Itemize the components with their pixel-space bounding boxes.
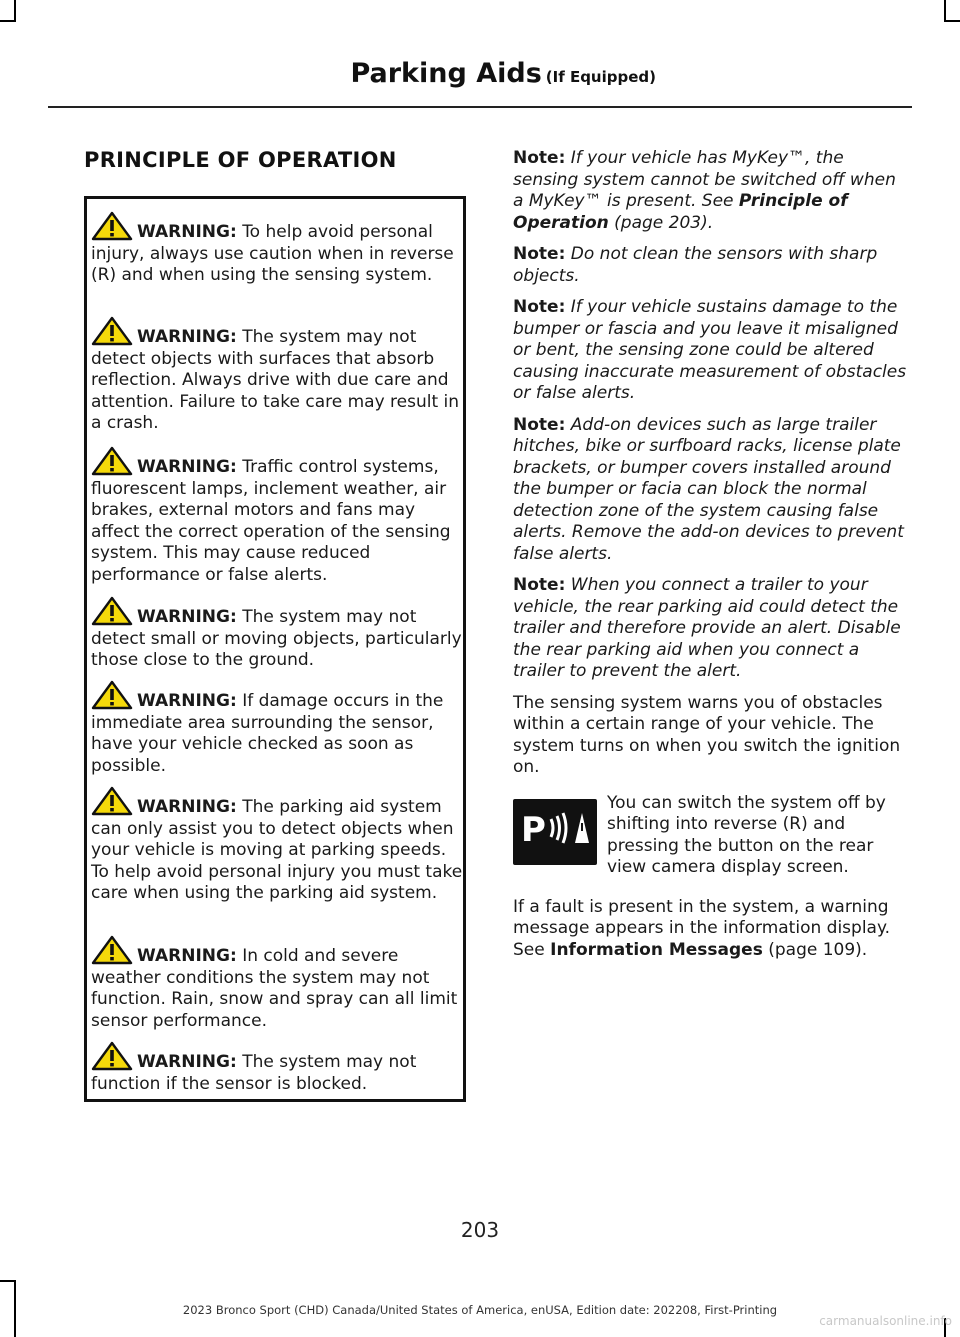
paragraph-fault-message: If a fault is present in the system, a warning message appears in the information display. See Information Messages (page 109). (513, 896, 890, 960)
xref-principle-of-operation[interactable]: Principle of Operation (513, 191, 848, 233)
warning-3: WARNING: Traffic control systems, fluorescent lamps, inclement weather, air brakes, external motors and fans may affect the correct operation of the sensing system. This may cause reduced performance or false alerts. (91, 446, 463, 586)
crop-mark (14, 0, 16, 22)
warning-triangle-icon (91, 316, 133, 346)
warning-7: WARNING: In cold and severe weather conditions the system may not function. Rain, snow and spray can all limit sensor performance. (91, 935, 463, 1032)
crop-mark (0, 20, 16, 22)
warning-6: WARNING: The parking aid system can only assist you to detect objects when your vehicle is moving at parking speeds. To help avoid personal injury you must take care when using the parking aid system. (91, 786, 463, 905)
chapter-title: Parking Aids (If Equipped) (350, 58, 656, 89)
page-number: 203 (460, 1218, 500, 1242)
warning-triangle-icon (91, 680, 133, 710)
warning-1: WARNING: To help avoid personal injury, always use caution when in reverse (R) and when using the sensing system. (91, 211, 463, 287)
warning-4: WARNING: The system may not detect small or moving objects, particularly those close to the ground. (91, 596, 463, 672)
warning-2: WARNING: The system may not detect objects with surfaces that absorb reflection. Always drive with due care and attention. Failure to take care may result in a crash. (91, 316, 463, 435)
crop-mark (944, 0, 946, 22)
warning-triangle-icon (91, 935, 133, 965)
warning-triangle-icon (91, 446, 133, 476)
warning-triangle-icon (91, 786, 133, 816)
note-trailer: Note: When you connect a trailer to your vehicle, the rear parking aid could detect the trailer and therefore provide an alert. Disable the rear parking aid when you connect a trailer to prevent the alert. (513, 575, 901, 681)
right-column (513, 148, 908, 975)
watermark: carmanualsonline.info (819, 1314, 952, 1328)
note-add-on-devices: Note: Add-on devices such as large trailer hitches, bike or surfboard racks, license plate brackets, or bumper covers installed around the bumper or facia can block the normal detection zone of the system causing false alerts. Remove the add-on devices to prevent false alerts. (513, 414, 904, 564)
warning-triangle-icon (91, 211, 133, 241)
xref-information-messages[interactable]: Information Messages (550, 939, 763, 960)
warning-triangle-icon (91, 596, 133, 626)
warning-box (84, 196, 466, 1102)
footer-edition: 2023 Bronco Sport (CHD) Canada/United States of America, enUSA, Edition date: 202208, First-Printing (182, 1303, 778, 1317)
warning-triangle-icon (91, 1041, 133, 1071)
crop-mark (944, 20, 960, 22)
warning-8: WARNING: The system may not function if the sensor is blocked. (91, 1041, 463, 1095)
paragraph-sensing-system: The sensing system warns you of obstacles within a certain range of your vehicle. The system turns on when you switch the ignition on. (513, 692, 901, 777)
chapter-subtitle: (If Equipped) (545, 68, 656, 86)
warning-5: WARNING: If damage occurs in the immediate area surrounding the sensor, have your vehicle checked as soon as possible. (91, 680, 463, 777)
parking-aid-icon (513, 799, 597, 865)
section-heading: PRINCIPLE OF OPERATION (84, 148, 397, 172)
crop-mark (0, 1280, 16, 1282)
note-clean-sensors: Note: Do not clean the sensors with sharp objects. (513, 244, 878, 286)
note-mykey: Note: If your vehicle has MyKey™, the sensing system cannot be switched off when a MyKey™ is present. See Principle of Operation (page 203). (513, 148, 896, 233)
note-bumper-damage: Note: If your vehicle sustains damage to the bumper or fascia and you leave it misaligned or bent, the sensing zone could be altered causing inaccurate measurement of obstacles or false alerts. (513, 297, 907, 403)
parking-aid-icon-letter: P (521, 809, 546, 850)
paragraph-switch-off: P You can switch the system off by shifting into reverse (R) and pressing the button on the rear view camera display screen. (513, 793, 908, 879)
header-rule (48, 106, 912, 108)
